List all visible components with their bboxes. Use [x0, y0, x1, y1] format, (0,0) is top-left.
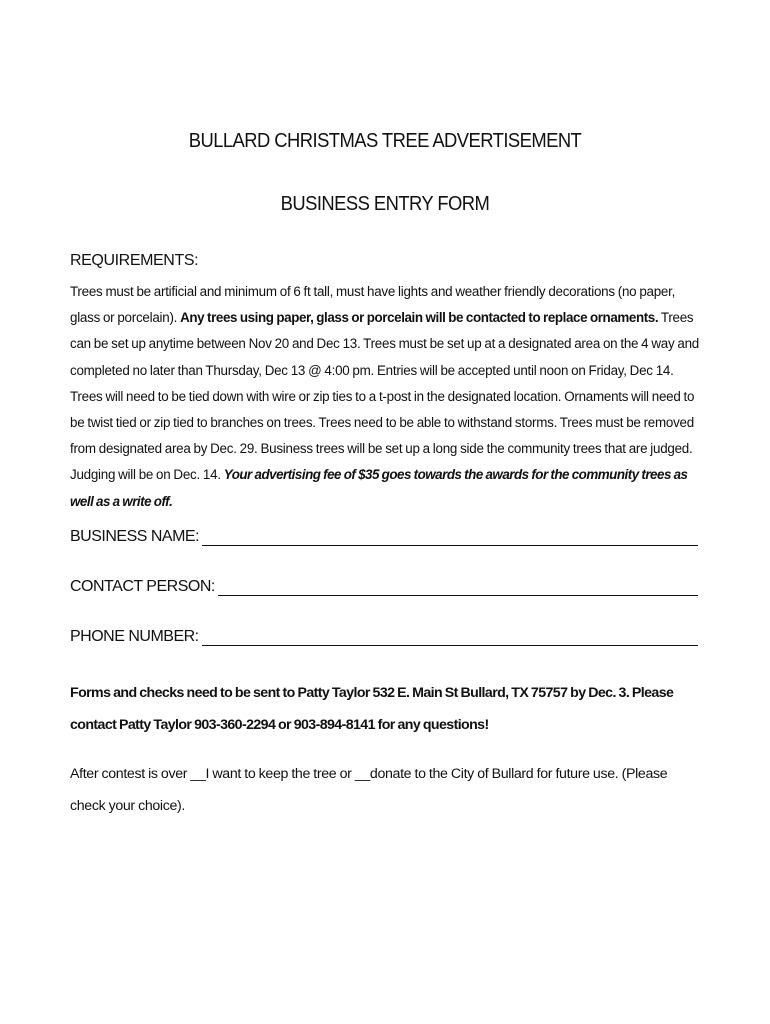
contact-person-field	[70, 578, 698, 596]
requirements-text-part1: Trees must be artificial and minimum of 6 ft tall, must have lights and weather friendly decorations (no paper, glass or porcelain).	[70, 284, 676, 326]
phone-number-label: PHONE NUMBER:	[70, 628, 199, 645]
business-name-label: BUSINESS NAME:	[70, 528, 200, 545]
phone-number-field	[70, 628, 698, 646]
business-name-field	[70, 528, 698, 546]
ornament-notice: Any trees using paper, glass or porcelain will be contacted to replace ornaments.	[180, 310, 659, 326]
requirements-paragraph	[70, 279, 706, 515]
contact-person-label: CONTACT PERSON:	[70, 578, 215, 595]
document-subtitle: BUSINESS ENTRY FORM	[280, 193, 490, 215]
requirements-text-part2: Trees can be set up anytime between Nov 20 and Dec 13. Trees must be set up at a designated area on the 4 way and completed no later than Thursday, Dec 13 @ 4:00 pm. Entries will be accepted until noon on Friday, Dec 14. Trees will need to be tied down with wire or zip ties to a t-post in the designated location. Ornaments will need to be twist tied or zip tied to branches on trees. Trees need to be able to withstand storms. Trees must be removed from designated area by Dec. 29. Business trees will be set up a long side the community trees that are judged. Judging will be on Dec. 14.	[70, 310, 699, 483]
phone-number-input-line[interactable]	[202, 629, 698, 646]
contact-person-input-line[interactable]	[218, 579, 698, 596]
business-name-input-line[interactable]	[202, 529, 698, 546]
document-title: BULLARD CHRISTMAS TREE ADVERTISEMENT	[188, 130, 582, 152]
send-instructions: Forms and checks need to be sent to Patty Taylor 532 E. Main St Bullard, TX 75757 by Dec. 3. Please contact Patty Taylor 903-360-2294 or 903-894-8141 for any questions!	[70, 685, 674, 733]
requirements-heading: REQUIREMENTS:	[70, 252, 199, 269]
advertising-fee-notice: Your advertising fee of $35 goes towards the awards for the community trees as well as a write off.	[70, 467, 688, 509]
after-contest-choice: After contest is over __I want to keep the tree or __donate to the City of Bullard for future use. (Please check your choice).	[70, 766, 668, 814]
